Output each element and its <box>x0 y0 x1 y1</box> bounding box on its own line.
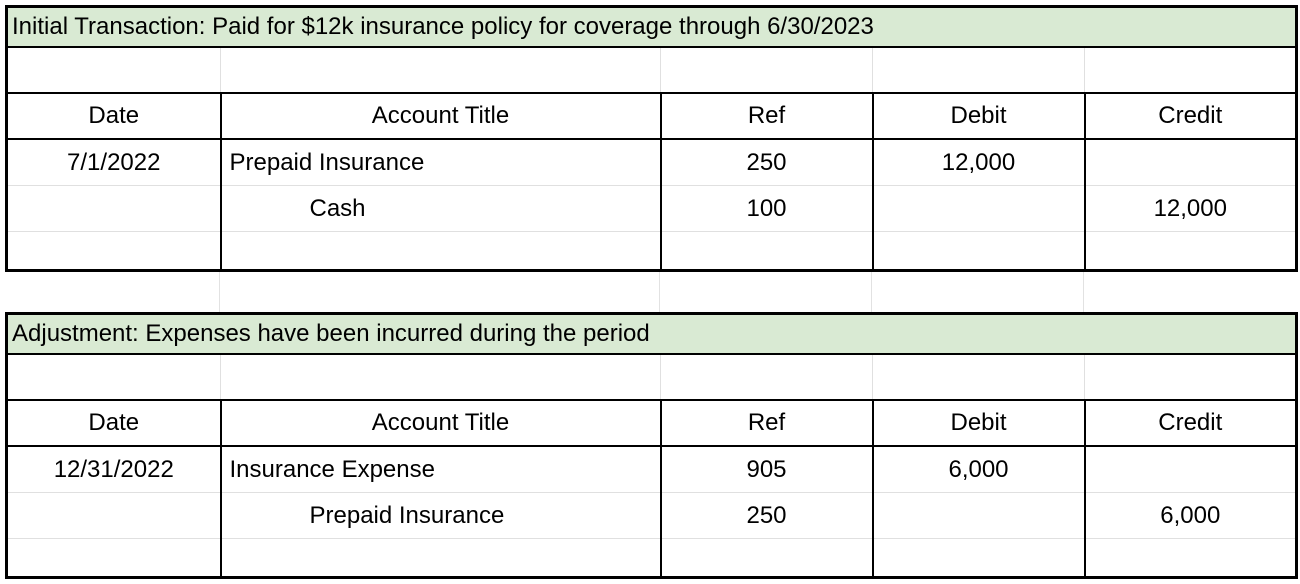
debit-cell[interactable]: 12,000 <box>873 139 1085 186</box>
section-title[interactable]: Adjustment: Expenses have been incurred during the period <box>7 314 1297 355</box>
debit-cell[interactable] <box>873 186 1085 232</box>
table-row <box>7 539 1297 578</box>
cell[interactable] <box>221 47 661 93</box>
credit-cell[interactable] <box>1085 446 1297 493</box>
journal-entry-initial <box>5 5 1298 272</box>
cell[interactable] <box>7 232 221 271</box>
account-cell[interactable]: Prepaid Insurance <box>221 493 661 539</box>
table-row <box>7 186 1297 232</box>
cell[interactable] <box>221 539 661 578</box>
cell[interactable] <box>873 354 1085 400</box>
header-ref[interactable]: Ref <box>661 93 873 139</box>
header-debit[interactable]: Debit <box>873 400 1085 446</box>
cell[interactable] <box>221 232 661 271</box>
header-credit[interactable]: Credit <box>1085 400 1297 446</box>
cell[interactable] <box>873 47 1085 93</box>
cell[interactable] <box>873 232 1085 271</box>
header-debit[interactable]: Debit <box>873 93 1085 139</box>
cell[interactable] <box>661 47 873 93</box>
table-row <box>7 446 1297 493</box>
header-row <box>7 400 1297 446</box>
header-account[interactable]: Account Title <box>221 93 661 139</box>
date-cell[interactable]: 12/31/2022 <box>7 446 221 493</box>
gridline <box>871 268 872 312</box>
date-cell[interactable] <box>7 186 221 232</box>
account-cell[interactable]: Cash <box>221 186 661 232</box>
cell[interactable] <box>661 539 873 578</box>
credit-cell[interactable] <box>1085 139 1297 186</box>
debit-cell[interactable]: 6,000 <box>873 446 1085 493</box>
cell[interactable] <box>7 354 221 400</box>
table-row <box>7 493 1297 539</box>
header-account[interactable]: Account Title <box>221 400 661 446</box>
ref-cell[interactable]: 905 <box>661 446 873 493</box>
cell[interactable] <box>7 47 221 93</box>
credit-cell[interactable]: 6,000 <box>1085 493 1297 539</box>
cell[interactable] <box>661 354 873 400</box>
section-title[interactable]: Initial Transaction: Paid for $12k insurance policy for coverage through 6/30/2023 <box>7 7 1297 48</box>
header-credit[interactable]: Credit <box>1085 93 1297 139</box>
header-date[interactable]: Date <box>7 400 221 446</box>
gridline <box>219 268 220 312</box>
cell[interactable] <box>1085 539 1297 578</box>
gridline <box>659 268 660 312</box>
cell[interactable] <box>661 232 873 271</box>
cell[interactable] <box>7 539 221 578</box>
header-row <box>7 93 1297 139</box>
credit-cell[interactable]: 12,000 <box>1085 186 1297 232</box>
cell[interactable] <box>873 539 1085 578</box>
debit-cell[interactable] <box>873 493 1085 539</box>
gridline <box>1083 268 1084 312</box>
ref-cell[interactable]: 100 <box>661 186 873 232</box>
account-cell[interactable]: Prepaid Insurance <box>221 139 661 186</box>
account-cell[interactable]: Insurance Expense <box>221 446 661 493</box>
cell[interactable] <box>1085 354 1297 400</box>
date-cell[interactable] <box>7 493 221 539</box>
header-date[interactable]: Date <box>7 93 221 139</box>
ref-cell[interactable]: 250 <box>661 139 873 186</box>
table-row <box>7 232 1297 271</box>
cell[interactable] <box>221 354 661 400</box>
header-ref[interactable]: Ref <box>661 400 873 446</box>
date-cell[interactable]: 7/1/2022 <box>7 139 221 186</box>
cell[interactable] <box>1085 232 1297 271</box>
ref-cell[interactable]: 250 <box>661 493 873 539</box>
journal-entry-adjustment <box>5 312 1298 579</box>
cell[interactable] <box>1085 47 1297 93</box>
table-row <box>7 139 1297 186</box>
